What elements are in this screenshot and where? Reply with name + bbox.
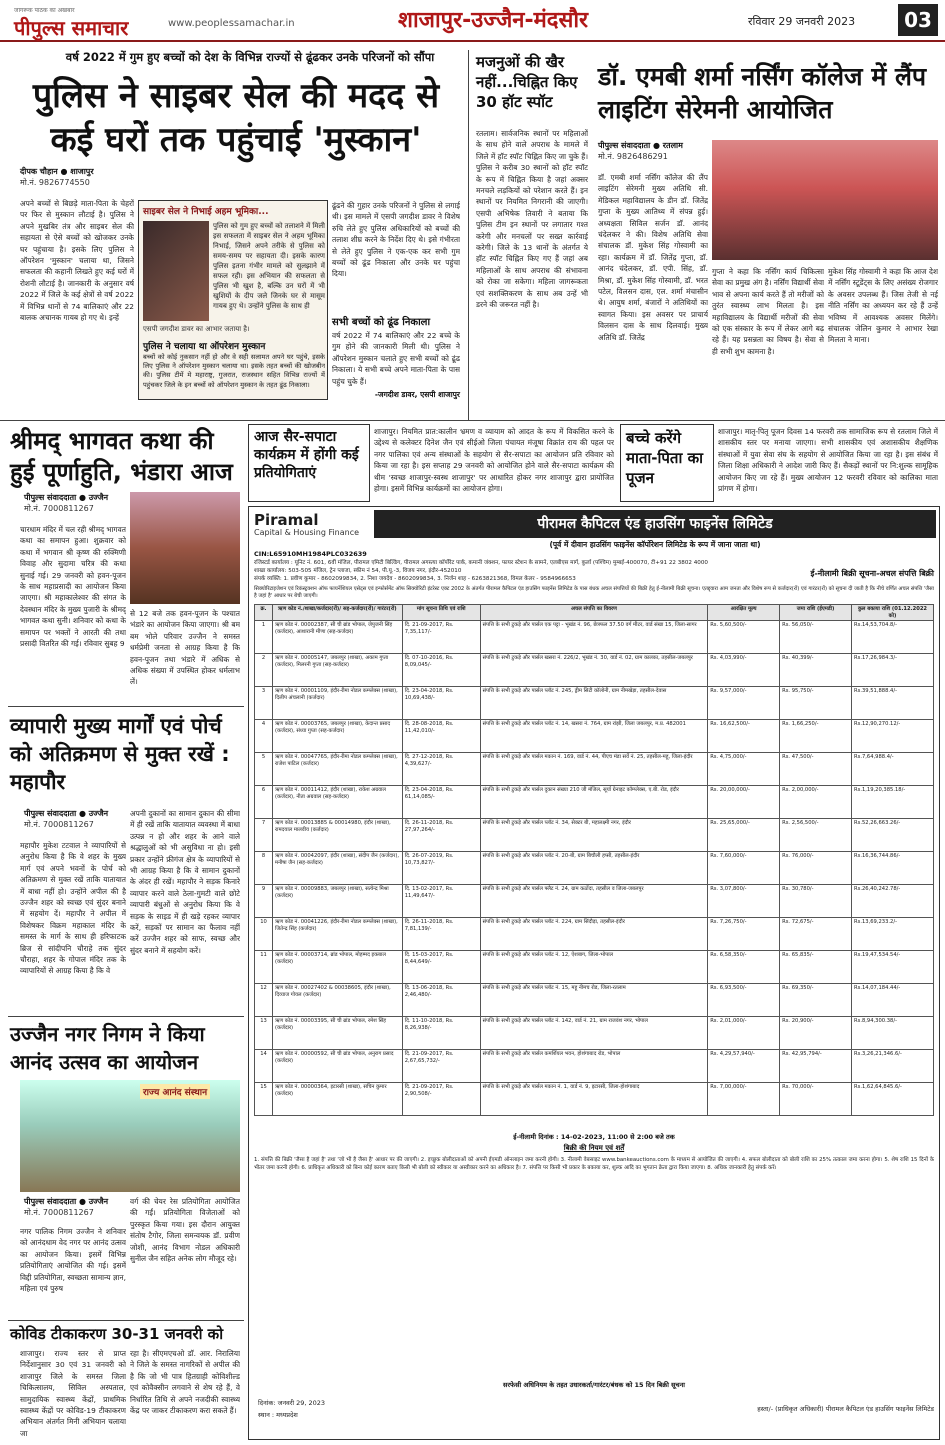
piramal-brand: Piramal xyxy=(254,511,319,529)
auction-cell: दि. 28-08-2018, Rs. 11,42,010/- xyxy=(402,720,480,753)
auction-cell: संपत्ति के सभी टुकड़े और पार्सल मकान नं. 1, वार्ड नं. 9, इटारसी, जिला-होशंगाबाद xyxy=(480,1083,708,1116)
bhagwat-headline: श्रीमद् भागवत कथा की हुई पूर्णाहुति, भंडारा आज xyxy=(10,427,233,486)
police-kicker: वर्ष 2022 में गुम हुए बच्चों को देश के विभिन्न राज्यों से ढूंढकर उनके परिजनों को सौंपा xyxy=(65,50,435,64)
auction-cell: Rs. 7,00,000/- xyxy=(708,1083,780,1116)
piramal-brand-sub: Capital & Housing Finance xyxy=(254,528,360,537)
auction-cell: Rs. 7,26,750/- xyxy=(708,918,780,951)
vyapari-byline: पीपुल्स संवाददाता xyxy=(24,809,77,818)
auction-cell: Rs.13,69,233.2/- xyxy=(852,918,934,951)
police-inset2-title: पुलिस ने चलाया था ऑपरेशन मुस्कान xyxy=(143,342,266,352)
auction-cell: 5 xyxy=(255,753,273,786)
auction-cell: दि. 26-11-2018, Rs. 7,81,139/- xyxy=(402,918,480,951)
auction-cell: संपत्ति के सभी टुकड़े और पार्सल खसरा नं. 226/2, भूखंड नं. 30, वार्ड नं. 02, ग्राम कालका, तहसील-जबलपुर xyxy=(480,654,708,687)
auction-cell: Rs. 30,780/- xyxy=(780,885,852,918)
covid-headline: कोविड टीकाकरण 30-31 जनवरी को xyxy=(10,1325,224,1343)
saire-body: शाजापुर। नियमित प्रात:कालीन भ्रमण व व्यायाम को आदत के रूप में विकसित करने के उद्देश्य से कलेक्टर दिनेश जैन एवं सीईओ जिला पंचायत मंजूषा विक्रांत राय की पहल पर नगर पालिका एवं अन्य संस्थाओं के सहयोग से सैर-सपाटा का आयोजन प्रति रविवार को किया जा रहा है। इस सप्ताह 29 जनवरी को आयोजित होने वाले सैर-सपाटा कार्यक्रम की थीम 'स्वच्छ शाजापुर-स्वस्थ शाजापुर' पर आधारित होकर नगर शाजापुर द्वारा प्रायोजित होगा। इसमें विभिन्न कार्यक्रमों का आयोजन होगा। xyxy=(374,427,614,494)
auction-cell: 13 xyxy=(255,1017,273,1050)
auction-cell: 7 xyxy=(255,819,273,852)
auction-cell: दि. 21-09-2017, Rs. 2,67,65,732/- xyxy=(402,1050,480,1083)
ad-office: रजिस्टर्ड कार्यालय : यूनिट नं. 601, 6वीं मंजिल, पीरामल एमिटी बिल्डिंग, पीरामल अगस्त्या कॉर्पोरेट पार्क, कमानी जंक्शन, फायर स्टेशन के सामने, एलबीएस मार्ग, कुर्ला (पश्चिम) मुम्बई-400070, टी+91 22 3802 4000 xyxy=(254,560,708,566)
page-number: 03 xyxy=(898,4,938,36)
police-caption: एसपी जगदीश डावर का आभार जताया है। xyxy=(143,325,250,333)
auction-cell: दि. 21-09-2017, Rs. 7,35,117/- xyxy=(402,621,480,654)
auction-cell: Rs. 65,835/- xyxy=(780,951,852,984)
auction-row xyxy=(255,687,934,720)
auction-cell: ऋण कोड नं. 00011412, इंदौर (शाखा), राकेश अग्रवाल (कर्जदार), नीता अग्रवाल (सह-कर्जदार) xyxy=(272,786,402,819)
auction-row xyxy=(255,621,934,654)
police-mobile: मो.नं. 9826774550 xyxy=(20,178,90,187)
bhagwat-city: उज्जैन xyxy=(88,493,109,502)
auction-cell: ऋण कोड नं. 00041226, इंदौर-रीमा नोडल कम्प्लेक्स (शाखा), जितेन्द्र सिंह (कर्जदार) xyxy=(272,918,402,951)
auction-cell: Rs. 69,350/- xyxy=(780,984,852,1017)
nursing-headline: डॉ. एमबी शर्मा नर्सिंग कॉलेज में लैंप लाइटिंग सेरेमनी आयोजित xyxy=(598,62,927,124)
auction-cell: 8 xyxy=(255,852,273,885)
auction-cell: Rs. 25,65,000/- xyxy=(708,819,780,852)
auction-cell: ऋण कोड नं. 00009883, जबलपुर (शाखा), सत्येन्द्र मिश्रा (कर्जदार) xyxy=(272,885,402,918)
auction-cell: ऋण कोड नं. 00001109, इंदौर-रीमा नोडल कम्प्लेक्स (शाखा), दिलीप अंचलानी (कर्जदार) xyxy=(272,687,402,720)
paper-logo[interactable] xyxy=(14,6,128,41)
bhagwat-byline-box: पीपुल्स संवाददाता ● उज्जैन मो.नं. 7000811267 xyxy=(24,492,120,514)
auction-row xyxy=(255,918,934,951)
auction-cell: संपत्ति के सभी टुकड़े और पार्सल प्लॉट नं. 15, महू नीमच रोड, जिला-रतलाम xyxy=(480,984,708,1017)
auction-cell: Rs. 76,000/- xyxy=(780,852,852,885)
auction-row xyxy=(255,786,934,819)
auction-cell: ऋण कोड नं. 00003765, जबलपुर (शाखा), केदान्त प्रसाद (कर्जदार), संध्या गुप्ता (सह-कर्जदार) xyxy=(272,720,402,753)
auction-cell: ऋण कोड नं. 00042097, इंदौर (शाखा), संदीप जैन (कर्जदार), मनीषा जैन (सह-कर्जदार) xyxy=(272,852,402,885)
auction-cell: 3 xyxy=(255,687,273,720)
ad-terms: 1. संपत्ति की बिक्री 'जैसा है जहां है' तथा 'जो भी है जैसा है' आधार पर की जाएगी। 2. इच्छुक बोलीदाताओं को अपनी ईएमडी ऑनलाइन जमा करनी होगी। 3. नीलामी वेबसाइट www.bankeauctions.com के माध्यम से आयोजित की जाएगी। 4. सफल बोलीदाता को बोली राशि का 25% तत्काल जमा करना होगा। 5. शेष राशि 15 दिनों के भीतर जमा करनी होगी। 6. प्राधिकृत अधिकारी को बिना कोई कारण बताए किसी भी बोली को स्वीकार या अस्वीकार करने का अधिकार है। 7. संपत्ति पर किसी भी प्रकार के बकाया कर, शुल्क आदि का भुगतान क्रेता द्वारा किया जाएगा। 8. अधिक जानकारी हेतु संपर्क करें। xyxy=(254,1157,934,1172)
bhagwat-body-2: से 12 बजे तक हवन-पूजन के पश्चात भंडारे का आयोजन किया जाएगा। श्री बम बम भोले परिवार उज्जैन ने समस्त धर्मप्रेमी जनता से आग्रह किया है कि हवन-पूजन तथा भंडारे में अधिक से अधिक संख्या में उपस्थित होकर धर्मलाभ लें। xyxy=(130,609,240,687)
auction-row xyxy=(255,984,934,1017)
auction-cell: Rs. 4,75,000/- xyxy=(708,753,780,786)
auction-cell: Rs. 70,000/- xyxy=(780,1083,852,1116)
police-byline: दीपक चौहान xyxy=(20,167,58,176)
auction-cell: Rs.1,19,20,385.18/- xyxy=(852,786,934,819)
issue-date: रविवार 29 जनवरी 2023 xyxy=(748,15,856,28)
auction-cell: Rs. 72,675/- xyxy=(780,918,852,951)
auction-cell: 14 xyxy=(255,1050,273,1083)
police-inset xyxy=(138,200,328,400)
vyapari-byline-box: पीपुल्स संवाददाता ● उज्जैन मो.नं. 7000811267 xyxy=(24,808,120,830)
bhagwat-photo xyxy=(130,492,240,604)
auction-cell: Rs. 9,57,000/- xyxy=(708,687,780,720)
auction-cell: Rs. 2,56,500/- xyxy=(780,819,852,852)
th-reserve: आरक्षित मूल्य xyxy=(708,605,780,621)
vyapari-mobile: मो.नं. 7000811267 xyxy=(24,820,94,829)
auction-cell: 1 xyxy=(255,621,273,654)
auction-cell: Rs.1,62,64,845.6/- xyxy=(852,1083,934,1116)
auction-cell: संपत्ति के सभी टुकड़े और पार्सल मकान नं. 169, वार्ड नं. 44, पीएच मंडा सर्वे नं. 25, तहसील-महू, जिला-इंदौर xyxy=(480,753,708,786)
bhagwat-mobile: मो.नं. 7000811267 xyxy=(24,504,94,513)
auction-cell: दि. 23-04-2018, Rs. 61,14,085/- xyxy=(402,786,480,819)
piramal-logo xyxy=(254,512,370,546)
police-headline: पुलिस ने साइबर सेल की मदद से कई घरों तक पहुंचाई 'मुस्कान' xyxy=(32,76,440,160)
ad-date: दिनांक: जनवरी 29, 2023 xyxy=(258,1399,326,1407)
auction-cell: संपत्ति के सभी टुकड़े और पार्सल प्लॉट नं. 142, वार्ड नं. 21, ग्राम राजवंश नगर, भोपाल xyxy=(480,1017,708,1050)
th-sr: क्र. xyxy=(255,605,273,621)
paper-tagline: जागरूक पाठक का अखबार xyxy=(14,7,75,14)
auction-cell: Rs.12,90,270.12/- xyxy=(852,720,934,753)
auction-cell: ऋण कोड नं. 00047765, इंदौर-रीमा नोडल कम्प्लेक्स (शाखा), राजेश पाटिल (कर्जदार) xyxy=(272,753,402,786)
ad-subtitle: (पूर्व में दीवान हाउसिंग फाइनेंस कॉर्पोरेशन लिमिटेड के रूप में जाना जाता था) xyxy=(549,540,761,549)
bhagwat-body: चारधाम मंदिर में चल रही श्रीमद् भागवत कथा का समापन हुआ। शुक्रवार को कथा में भगवान श्री कृष्ण की रुक्मिणी विवाह और सुदामा चरित्र की कथा सुनाई गई। 29 जनवरी को हवन-पूजन के साथ महाप्रसादी का आयोजन किया जाएगा। श्री महाकालेश्वर की संगत के देवस्थान मंदिर के मुख्य पुजारी के श्रीमद् भागवत कथा सुनी। शनिवार को कथा के समापन पर भक्तों ने आरती की तथा प्रसादी वितरित की गई। रविवार सुबह 9 xyxy=(20,525,126,649)
auction-cell: Rs. 2,00,000/- xyxy=(780,786,852,819)
auction-table-wrap xyxy=(254,604,934,1116)
site-url[interactable]: www.peoplessamachar.in xyxy=(168,18,295,29)
auction-cell: Rs. 47,500/- xyxy=(780,753,852,786)
police-inset2-body: बच्चों को कोई नुकसान नहीं हो और वे सही सलामत अपने घर पहुंचे, इसके लिए पुलिस ने ऑपरेशन मुस्कान चलाया था। इसके तहत बच्चों की खोजबीन की। पुलिस टीमें मे महाराष्ट्र, गुजरात, राजस्थान सहित विभिन्न राज्यों में पहुंचकर जिले के इन बच्चों को ऑपरेशन मुस्कान के तहत ढूंढ निकाला। xyxy=(143,353,325,389)
anand-city: उज्जैन xyxy=(88,1197,109,1206)
ad-auction-date: ई-नीलामी दिनांक : 14-02-2023, 11:00 से 2:00 बजे तक xyxy=(513,1133,675,1141)
nursing-stage-photo xyxy=(712,140,938,260)
majnu-headline: मजनुओं की खैर नहीं...चिह्नित किए 30 हॉट स्पॉट xyxy=(476,53,578,111)
vyapari-headline: व्यापारी मुख्य मार्गों एवं पोर्च को अतिक्रमण से मुक्त रखें : महापौर xyxy=(10,714,230,794)
anand-mobile: मो.नं. 7000811267 xyxy=(24,1208,94,1217)
auction-row xyxy=(255,720,934,753)
police-body-1: अपने बच्चों से बिछड़े माता-पिता के चेहरों पर फिर से मुस्कान लौटाई है। पुलिस ने अपने मुखबिर तंत्र और साइबर सेल की सहायता से ऐसे बच्चों को खोजकर उनके घर पहुंचाया है। इसके लिए पुलिस ने ऑपरेशन 'मुस्कान' चलाया था, जिसने सफलता की कहानी लिखते हुए कई घरों में रोशनी लौटाई है। जानकारी के अनुसार वर्ष 2022 में जिले के कई क्षेत्रों से वर्ष 2022 में विभिन्न थानों से 74 बालिकाएं और 22 बालक अचानक गायब हो गए थे। इन्हें xyxy=(20,199,134,323)
auction-cell: 2 xyxy=(255,654,273,687)
anand-body: नगर पालिक निगम उज्जैन ने शनिवार को आनंदधाम वेद नगर पर आनंद उत्सव का आयोजन किया। इसमें विभिन्न प्रतियोगिताएं आयोजित की गई। इसमें विद्दी प्रतियोगिता, स्वच्छता सामान्य ज्ञान, महिला एवं पुरुष xyxy=(20,1227,126,1294)
th-demand: मांग सूचना तिथि एवं राशि xyxy=(402,605,480,621)
auction-cell: ऋण कोड नं. 00000364, इटारसी (शाखा), सचिन कुमार (कर्जदार) xyxy=(272,1083,402,1116)
auction-cell: संपत्ति के सभी टुकड़े और पार्सल प्लॉट नं. 14, खसरा नं. 764, ग्राम रांझी, जिला जबलपुर, म.प्र. 482001 xyxy=(480,720,708,753)
ad-place: स्थान : मध्यप्रदेश xyxy=(258,1411,298,1419)
vyapari-city: उज्जैन xyxy=(88,809,109,818)
auction-cell: 6 xyxy=(255,786,273,819)
auction-cell: दि. 27-12-2018, Rs. 4,39,627/- xyxy=(402,753,480,786)
auction-cell: Rs.3,26,21,346.6/- xyxy=(852,1050,934,1083)
ad-notice: ई-नीलामी बिक्री सूचना-अचल संपत्ति बिक्री xyxy=(810,569,934,578)
auction-row xyxy=(255,753,934,786)
auction-row xyxy=(255,885,934,918)
ad-intro: सिक्योरिटाइजेशन एवं रिकंस्ट्रक्शन ऑफ फायनेंशियल एसेट्स एवं इन्फोर्समेंट ऑफ सिक्योरिटी इंटरेस्ट एक्ट 2002 के अंतर्गत पीरामल कैपिटल एंड हाउसिंग फाइनेंस लिमिटेड के पास बंधक अचल संपत्तियों की बिक्री हेतु ई-नीलामी बिक्री सूचना। एतद्द्वारा आम जनता और विशेष रूप से कर्जदार(रों) एवं गारंटर(रों) को सूचना दी जाती है कि नीचे वर्णित अचल संपत्ति 'जैसा है जहां है' आधार पर बेची जाएगी। xyxy=(254,586,934,599)
auction-cell: दि. 21-09-2017, Rs. 2,90,508/- xyxy=(402,1083,480,1116)
police-inset-body: पुलिस को गुम हुए बच्चों को तलाशने में मिली इस सफलता में साइबर सेल ने अहम भूमिका निभाई, जिसने अपने तरीके से पुलिस को समय-समय पर सहायता दी। इसके कारण पुलिस इतना गंभीर मामले को सुलझाने में सफल रही। इस अभियान की सफलता से पुलिस भी खुश है, बल्कि उन घरों में भी खुशियों के दीप जले जिनके घर से मासूम गायब हुए थे। उन्होंने पुलिस के साथ ही xyxy=(213,222,325,310)
majnu-body: रतलाम। सार्वजनिक स्थानों पर महिलाओं के साथ होने वाले अपराध के मामले में जिले में हॉट स्पॉट चिह्नित किए जा चुके हैं। पुलिस ने करीब 30 स्थानों को हॉट स्पॉट के रूप में चिह्नित किया है जहां अक्सर मनचले लड़कियों को परेशान करते हैं। इन स्थानों पर नियमित निगरानी की जाएगी। एसपी अभिषेक तिवारी ने बताया कि पुलिस टीम इन स्थानों पर लगातार गश्त करेगी और मनचलों पर सख्त कार्रवाई करेगी। जिले के 13 थानों के अंतर्गत ये हॉट स्पॉट चिह्नित किए गए हैं जहां अब महिलाओं के साथ अपराध की संभावना को रोका जा सकेगा। महिला जागरूकता एवं सशक्तिकरण के साथ अब उन्हें भी डरने की जरूरत नहीं है। xyxy=(476,129,588,310)
auction-cell: दि. 07-10-2016, Rs. 8,09,045/- xyxy=(402,654,480,687)
auction-cell: संपत्ति के सभी टुकड़े और पार्सल कमर्शियल भवन, होशंगाबाद रोड, भोपाल xyxy=(480,1050,708,1083)
paper-name: पीपुल्स समाचार xyxy=(14,16,129,40)
police-body-4: वर्ष 2022 में 74 बालिकाएं और 22 बच्चे के गुम होने की जानकारी मिली थी। पुलिस ने ऑपरेशन मुस्कान चलाते हुए सभी बच्चों को ढूंढ निकाला। ये सभी बच्चे अपने माता-पिता के पास पहुंच चुके हैं। xyxy=(332,331,460,386)
auction-cell: Rs. 6,93,500/- xyxy=(708,984,780,1017)
police-sub2: सभी बच्चों को ढूंढ निकाला xyxy=(332,317,431,328)
auction-cell: संपत्ति के सभी टुकड़े और पार्सल फ्लैट नं. 24, ग्राम कठोंदा, तहसील व जिला-जबलपुर xyxy=(480,885,708,918)
auction-cell: Rs. 95,750/- xyxy=(780,687,852,720)
auction-cell: संपत्ति के सभी टुकड़े और पार्सल प्लॉट नं. 245, ड्रीम सिटी कॉलोनी, ग्राम नीमखेड़ा, तहसील-देवास xyxy=(480,687,708,720)
police-body-3: ढूंढने की गुहार उनके परिजनों ने पुलिस से लगाई थी। इस मामले में एसपी जगदीश डावर ने विशेष रुचि लेते हुए पुलिस अधिकारियों को बच्चों की तलाश शीघ्र करने के निर्देश दिए थे। इसे गंभीरता से लेते हुए पुलिस ने एक-एक कर सभी गुम बच्चों को ढूंढ निकाला और उनके घर पहुंचा दिया। xyxy=(332,201,460,279)
ad-terms-title: बिक्री की नियम एवं शर्तें xyxy=(563,1144,625,1152)
th-outstanding: कुल बकाया राशि (01.12.2022 को) xyxy=(852,605,934,621)
auction-cell: Rs. 2,01,000/- xyxy=(708,1017,780,1050)
auction-cell: Rs.14,53,704.8/- xyxy=(852,621,934,654)
ad-contact: संपर्क व्यक्ति: 1. प्रवीण कुमार - 8602099834, 2. निशा जयदेव - 8602099834, 3. निर्जन शाह - 6263821368, विमल केलर - 9584966653 xyxy=(254,576,576,582)
auction-cell: Rs.16,36,744.86/- xyxy=(852,852,934,885)
auction-cell: Rs. 7,60,000/- xyxy=(708,852,780,885)
auction-cell: Rs. 4,03,990/- xyxy=(708,654,780,687)
auction-cell: दि. 13-06-2018, Rs. 2,46,480/- xyxy=(402,984,480,1017)
police-sign: -जगदीश डावर, एसपी शाजापुर xyxy=(374,390,460,399)
th-property: अचल संपत्ति का विवरण xyxy=(480,605,708,621)
auction-table-body xyxy=(255,621,934,1116)
police-byline-box: दीपक चौहान ● शाजापुर मो.नं. 9826774550 xyxy=(20,166,130,188)
auction-cell: दि. 15-03-2017, Rs. 8,44,649/- xyxy=(402,951,480,984)
police-city: शाजापुर xyxy=(70,167,94,176)
auction-cell: Rs.26,40,242.78/- xyxy=(852,885,934,918)
ad-cin: CIN:L65910MH1984PLC032639 xyxy=(254,550,367,558)
auction-cell: Rs.52,26,663.26/- xyxy=(852,819,934,852)
auction-cell: ऋण कोड नं. 00003395, सी ची ब्रांड भोपाल, रमेश सिंह (कर्जदार) xyxy=(272,1017,402,1050)
auction-cell: संपत्ति के सभी टुकड़े और पार्सल प्लॉट नं. 20-बी, ग्राम बिचौली हप्सी, तहसील-इंदौर xyxy=(480,852,708,885)
auction-cell: Rs.17,26,984.3/- xyxy=(852,654,934,687)
auction-cell: Rs.19,47,534.54/- xyxy=(852,951,934,984)
anand-body-2: वर्ग की चेयर रेस प्रतियोगिता आयोजित की गईं। प्रतियोगिता विजेताओं को पुरस्कृत किया गया। इस दौरान आयुक्त संतोष टैगोर, जिला समन्वयक डॉ. प्रवीण जोशी, आनंद विभाग नोडल अधिकारी सुनील जैन सहित अनेक लोग मौजूद रहे। xyxy=(130,1197,240,1264)
row-divider xyxy=(0,420,945,421)
anand-headline: उज्जैन नगर निगम ने किया आनंद उत्सव का आयोजन xyxy=(10,1022,205,1074)
auction-cell: दि. 13-02-2017, Rs. 11,49,647/- xyxy=(402,885,480,918)
auction-cell: Rs.7,64,988.4/- xyxy=(852,753,934,786)
auction-cell: ऋण कोड नं. 00000592, सी ची ब्रांड भोपाल, अनुराग प्रसाद (कर्जदार) xyxy=(272,1050,402,1083)
auction-cell: 15 xyxy=(255,1083,273,1116)
puja-body: शाजापुर। मातृ-पितृ पूजन दिवस 14 फरवरी तक सामाजिक रूप से रतलाम जिले में शासकीय स्तर पर मनाया जाएगा। सभी शासकीय एवं अशासकीय शैक्षणिक संस्थाओं में युवा सेवा संघ के सहयोग से आयोजित किया जा रहा है। इस संबंध में जिला शिक्षा अधिकारी ने आदेश जारी किए हैं। सैकड़ों स्थानों पर नि:शुल्क सामूहिक आयोजन किए जा रहे हैं। मुख्य आयोजन 12 फरवरी रविवार को कालिका माता प्रांगण में होगा। xyxy=(718,427,938,494)
vyapari-body: महापौर मुकेश टटवाल ने व्यापारियों से अनुरोध किया है कि वे शहर के मुख्य मार्ग एवं अपने भवनों के पोर्च को अतिक्रमण से मुक्त रखें ताकि यातायात में बाधा नहीं हो। उन्होंने अपील की है उज्जैन शहर को स्वच्छ एवं सुंदर बनाने में सहयोग दें। महापौर ने अपील में विशेषकर विक्रम महाकाल मंदिर के समस्त के मार्ग के साथ ही हरिफाटक ब्रिज से सांदीपनि चौराहे तक सुंदर चौराहा, शहर के गोपाल मंदिर तक के व्यापारियों से आग्रह किया है कि वे xyxy=(20,841,126,976)
nursing-body: डॉ. एमबी शर्मा नर्सिंग कॉलेज की लैंप लाइटिंग सेरेमनी मुख्य अतिथि सी. मेडिकल महाविद्यालय के डीन डॉ. जितेंद्र गुप्ता के मुख्य आतिथ्य में संपन्न हुई। अध्यक्षता सिविल सर्जन डॉ. आनंद चंदेलकर ने की। विशेष अतिथि सेवा संचालक डॉ. मुकेश सिंह गोस्वामी का रहा। कार्यक्रम में डॉ. जितेंद्र गुप्ता, डॉ. आनंद चंदेलकर, डॉ. एपी. सिंह, डॉ. मिश्रा, डॉ. मुकेश सिंह गोस्वामी, डॉ. भरत पटेल, विलसन दास, एल. शर्मा मंचासीन थे। आयुष शर्मा, बंजारों ने अतिथियों का स्वागत किया। इस अवसर पर प्राचार्य विलसन दास के साथ दिलवाई। मुख्य अतिथि डॉ. जितेंद्र xyxy=(598,173,708,342)
auction-row xyxy=(255,951,934,984)
auction-row xyxy=(255,1083,934,1116)
auction-row xyxy=(255,1017,934,1050)
auction-cell: ऋण कोड नं. 00002387, सी ची ब्रांड भोपाल, जेपुजनी सिंह (कर्जदार), आशारानी मीणा (सह-कर्जदार) xyxy=(272,621,402,654)
divider-2 xyxy=(8,706,244,707)
auction-cell: Rs.8,94,300.38/- xyxy=(852,1017,934,1050)
nursing-body-3: मुकेश सिंह गोस्वामी ने कहा कि आज देश में नर्सिंग स्टूडेंट्स के लिए असंख्य रोजगार के अवसर उपलब्ध हैं। जिस तेजी से नई नीति नर्सिंग का अध्ययन कर रहे हैं उन्हें भविष्य में आवश्यक अवसर मिलेंगे। संचालक जेलिन कुमार ने आभार रेखा मिलता ने माना। xyxy=(828,267,938,345)
edition-title: शाजापुर-उज्जैन-मंदसौर xyxy=(398,8,589,33)
auction-cell: Rs. 40,399/- xyxy=(780,654,852,687)
auction-cell: Rs. 20,900/- xyxy=(780,1017,852,1050)
nursing-body-2: गुप्ता ने कहा कि नर्सिंग कार्य चिकित्सा सेवा का प्रमुख अंग है। नर्सिंग विद्यार्थी सेवा भाव से अपना कार्य करते हैं तो मरीजों को तुरंत स्वास्थ्य लाभ मिलता है। इस महाविद्यालय के विद्यार्थी मरीजों की सेवा को एक संस्कार के रूप में लेकर आगे बढ़ रहे हैं। यह प्रसन्नता का विषय है। सेवा से ही सभी शुभ कामना है। xyxy=(712,267,824,356)
auction-cell: 12 xyxy=(255,984,273,1017)
ad-branch: शाखा कार्यालय: 503-505 मंजिल, ट्रेन प्लाजा, स्कीम नं 54, पी.यू.-3, विजय नगर, इंदौर-452010 xyxy=(254,568,462,574)
sp-photo xyxy=(143,221,209,321)
nursing-mobile: मो.नं. 9826486291 xyxy=(598,152,668,161)
auction-table xyxy=(254,604,934,1116)
th-loan: ऋण कोड नं./शाखा/कर्जदार(रों)/ सह-कर्जदार(रों)/ गारंटर(रों) xyxy=(272,605,402,621)
police-inset-title: साइबर सेल ने निभाई अहम भूमिका... xyxy=(143,207,269,217)
auction-cell: दि. 23-04-2018, Rs. 10,69,438/- xyxy=(402,687,480,720)
auction-cell: दि. 11-10-2018, Rs. 8,26,938/- xyxy=(402,1017,480,1050)
anand-photo xyxy=(20,1080,240,1192)
auction-cell: ऋण कोड नं. 00005147, जबलपुर (शाखा), अकाम गुप्ता (कर्जदार), मिलरनी गुप्ता (सह-कर्जदार) xyxy=(272,654,402,687)
auction-cell: 9 xyxy=(255,885,273,918)
ad-title: पीरामल कैपिटल एंड हाउसिंग फाइनेंस लिमिटेड xyxy=(374,510,936,538)
bhagwat-byline: पीपुल्स संवाददाता xyxy=(24,493,77,502)
anand-photo-banner: राज्य आनंद संस्थान xyxy=(140,1084,210,1099)
nursing-city: रतलाम xyxy=(662,141,683,150)
auction-cell: Rs. 5,60,500/- xyxy=(708,621,780,654)
ad-sarfaesi: सरफेसी अधिनियम के तहत उधारकर्ता/गारंटर/बंधक को 15 दिन बिक्री सूचना xyxy=(503,1381,685,1389)
th-emd: जमा राशि (ईएमडी) xyxy=(780,605,852,621)
covid-body: शाजापुर। राज्य स्तर से प्राप्त निर्देशानुसार 30 एवं 31 जनवरी को शाजापुर जिले के समस्त जिला चिकित्सालय, सिविल अस्पताल, सामुदायिक स्वास्थ्य केंद्रों, प्राथमिक स्वास्थ्य केंद्रों पर कोविड-19 टीकाकरण अभियान अंतर्गत मिनी अभियान चलाया जा xyxy=(20,1349,126,1438)
vyapari-body-2: अपनी दुकानों का सामान दुकान की सीमा में ही रखें ताकि यातायात व्यवस्था में बाधा उत्पन्न न हो और शहर के आने वाले श्रद्धालुओं को भी असुविधा ना हो। इसी प्रकार उन्होंने फ्रीगंज क्षेत्र के व्यापारियों से भी आग्रह किया है कि वे सामान दुकानों के अंदर ही रखें। महापौर ने सड़क किनारे व्यापार करने वाले ठेला-गुमटी वाले छोटे व्यापारी बंधुओं से अनुरोध किया कि वे सड़क के साइड में ही खड़े रहकर व्यापार करें, सड़कों पर सामान का फैलाव नहीं करें उज्जैन शहर को साफ, स्वच्छ और सुंदर बनाने में सहयोग करें। xyxy=(130,809,240,955)
auction-cell: ऋण कोड नं. 00013885 & 00014980, इंदौर (शाखा), रामदयाल मालवीय (कर्जदार) xyxy=(272,819,402,852)
auction-cell: Rs. 42,95,794/- xyxy=(780,1050,852,1083)
auction-row xyxy=(255,819,934,852)
auction-cell: संपत्ति के सभी टुकड़े और पार्सल प्लॉट नं. 224, ग्राम सिंदौड़ा, तहसील-इंदौर xyxy=(480,918,708,951)
auction-header-row xyxy=(255,605,934,621)
auction-cell: संपत्ति के सभी टुकड़े और पार्सल एक पट्टा - भूखंड नं. 96, छेत्रफल 37.50 वर्ग मीटर, वार्ड संखा 15, जिला-सागर xyxy=(480,621,708,654)
auction-cell: Rs. 1,66,250/- xyxy=(780,720,852,753)
auction-cell: Rs. 16,62,500/- xyxy=(708,720,780,753)
auction-cell: 4 xyxy=(255,720,273,753)
divider-3 xyxy=(8,1016,244,1017)
auction-cell: Rs.39,51,888.4/- xyxy=(852,687,934,720)
auction-cell: दि. 26-07-2019, Rs. 10,73,827/- xyxy=(402,852,480,885)
saire-headline: आज सैर-सपाटा कार्यक्रम में होंगी कई प्रतियोगिताएं xyxy=(254,429,359,481)
auction-cell: ऋण कोड नं. 00003714, ब्रांड भोपाल, मोहम्मद इकबाल (कर्जदार) xyxy=(272,951,402,984)
anand-byline: पीपुल्स संवाददाता xyxy=(24,1197,77,1206)
auction-cell: दि. 26-11-2018, Rs. 27,97,264/- xyxy=(402,819,480,852)
auction-cell: Rs. 3,07,800/- xyxy=(708,885,780,918)
auction-cell: Rs.14,07,184.44/- xyxy=(852,984,934,1017)
auction-cell: Rs. 56,050/- xyxy=(780,621,852,654)
auction-cell: संपत्ति के सभी टुकड़े और पार्सल प्लॉट नं. 12, ऐशबाग, जिला-भोपाल xyxy=(480,951,708,984)
auction-cell: 10 xyxy=(255,918,273,951)
anand-byline-box: पीपुल्स संवाददाता ● उज्जैन मो.नं. 7000811267 xyxy=(24,1196,120,1218)
auction-cell: संपत्ति के सभी टुकड़े और पार्सल प्लॉट नं. 34, सेक्टर बी, महालक्ष्मी नगर, इंदौर xyxy=(480,819,708,852)
auction-cell: Rs. 4,29,57,940/- xyxy=(708,1050,780,1083)
auction-cell: संपत्ति के सभी टुकड़े और पार्सल दुकान संख्या 210 जी मंजिल, सूर्या ग्रेनाइट कॉम्प्लेक्स, ए.बी. रोड, इंदौर xyxy=(480,786,708,819)
nursing-byline: पीपुल्स संवाददाता xyxy=(598,141,651,150)
covid-body-2: रहा है। सीएमएचओ डॉ. आर. निरालिया ने जिले के समस्त नागरिकों से अपील की है कि जो भी पात्र हितग्राही कोविशील्ड एवं कोवैक्सीन लगवाने से शेष रहे हैं, वे निर्धारित तिथि से अपने नजदीकी स्वास्थ्य केंद्र पर जाकर टीकाकरण करा सकते हैं। xyxy=(130,1349,240,1416)
auction-cell: Rs. 20,00,000/- xyxy=(708,786,780,819)
auction-row xyxy=(255,654,934,687)
auction-cell: ऋण कोड नं. 00027402 & 00038605, इंदौर (शाखा), दिव्याज गोयल (कर्जदार) xyxy=(272,984,402,1017)
nursing-byline-box: पीपुल्स संवाददाता ● रतलाम मो.नं. 9826486291 xyxy=(598,140,706,162)
puja-headline: बच्चे करेंगे माता-पिता का पूजन xyxy=(626,429,703,487)
divider-4 xyxy=(8,1320,244,1321)
ad-signoff: हस्ता/- (प्राधिकृत अधिकारी) पीरामल कैपिटल एंड हाउसिंग फाइनेंस लिमिटेड xyxy=(757,1405,934,1413)
auction-cell: Rs. 6,58,350/- xyxy=(708,951,780,984)
column-divider xyxy=(468,50,469,420)
auction-cell: 11 xyxy=(255,951,273,984)
auction-row xyxy=(255,852,934,885)
auction-row xyxy=(255,1050,934,1083)
